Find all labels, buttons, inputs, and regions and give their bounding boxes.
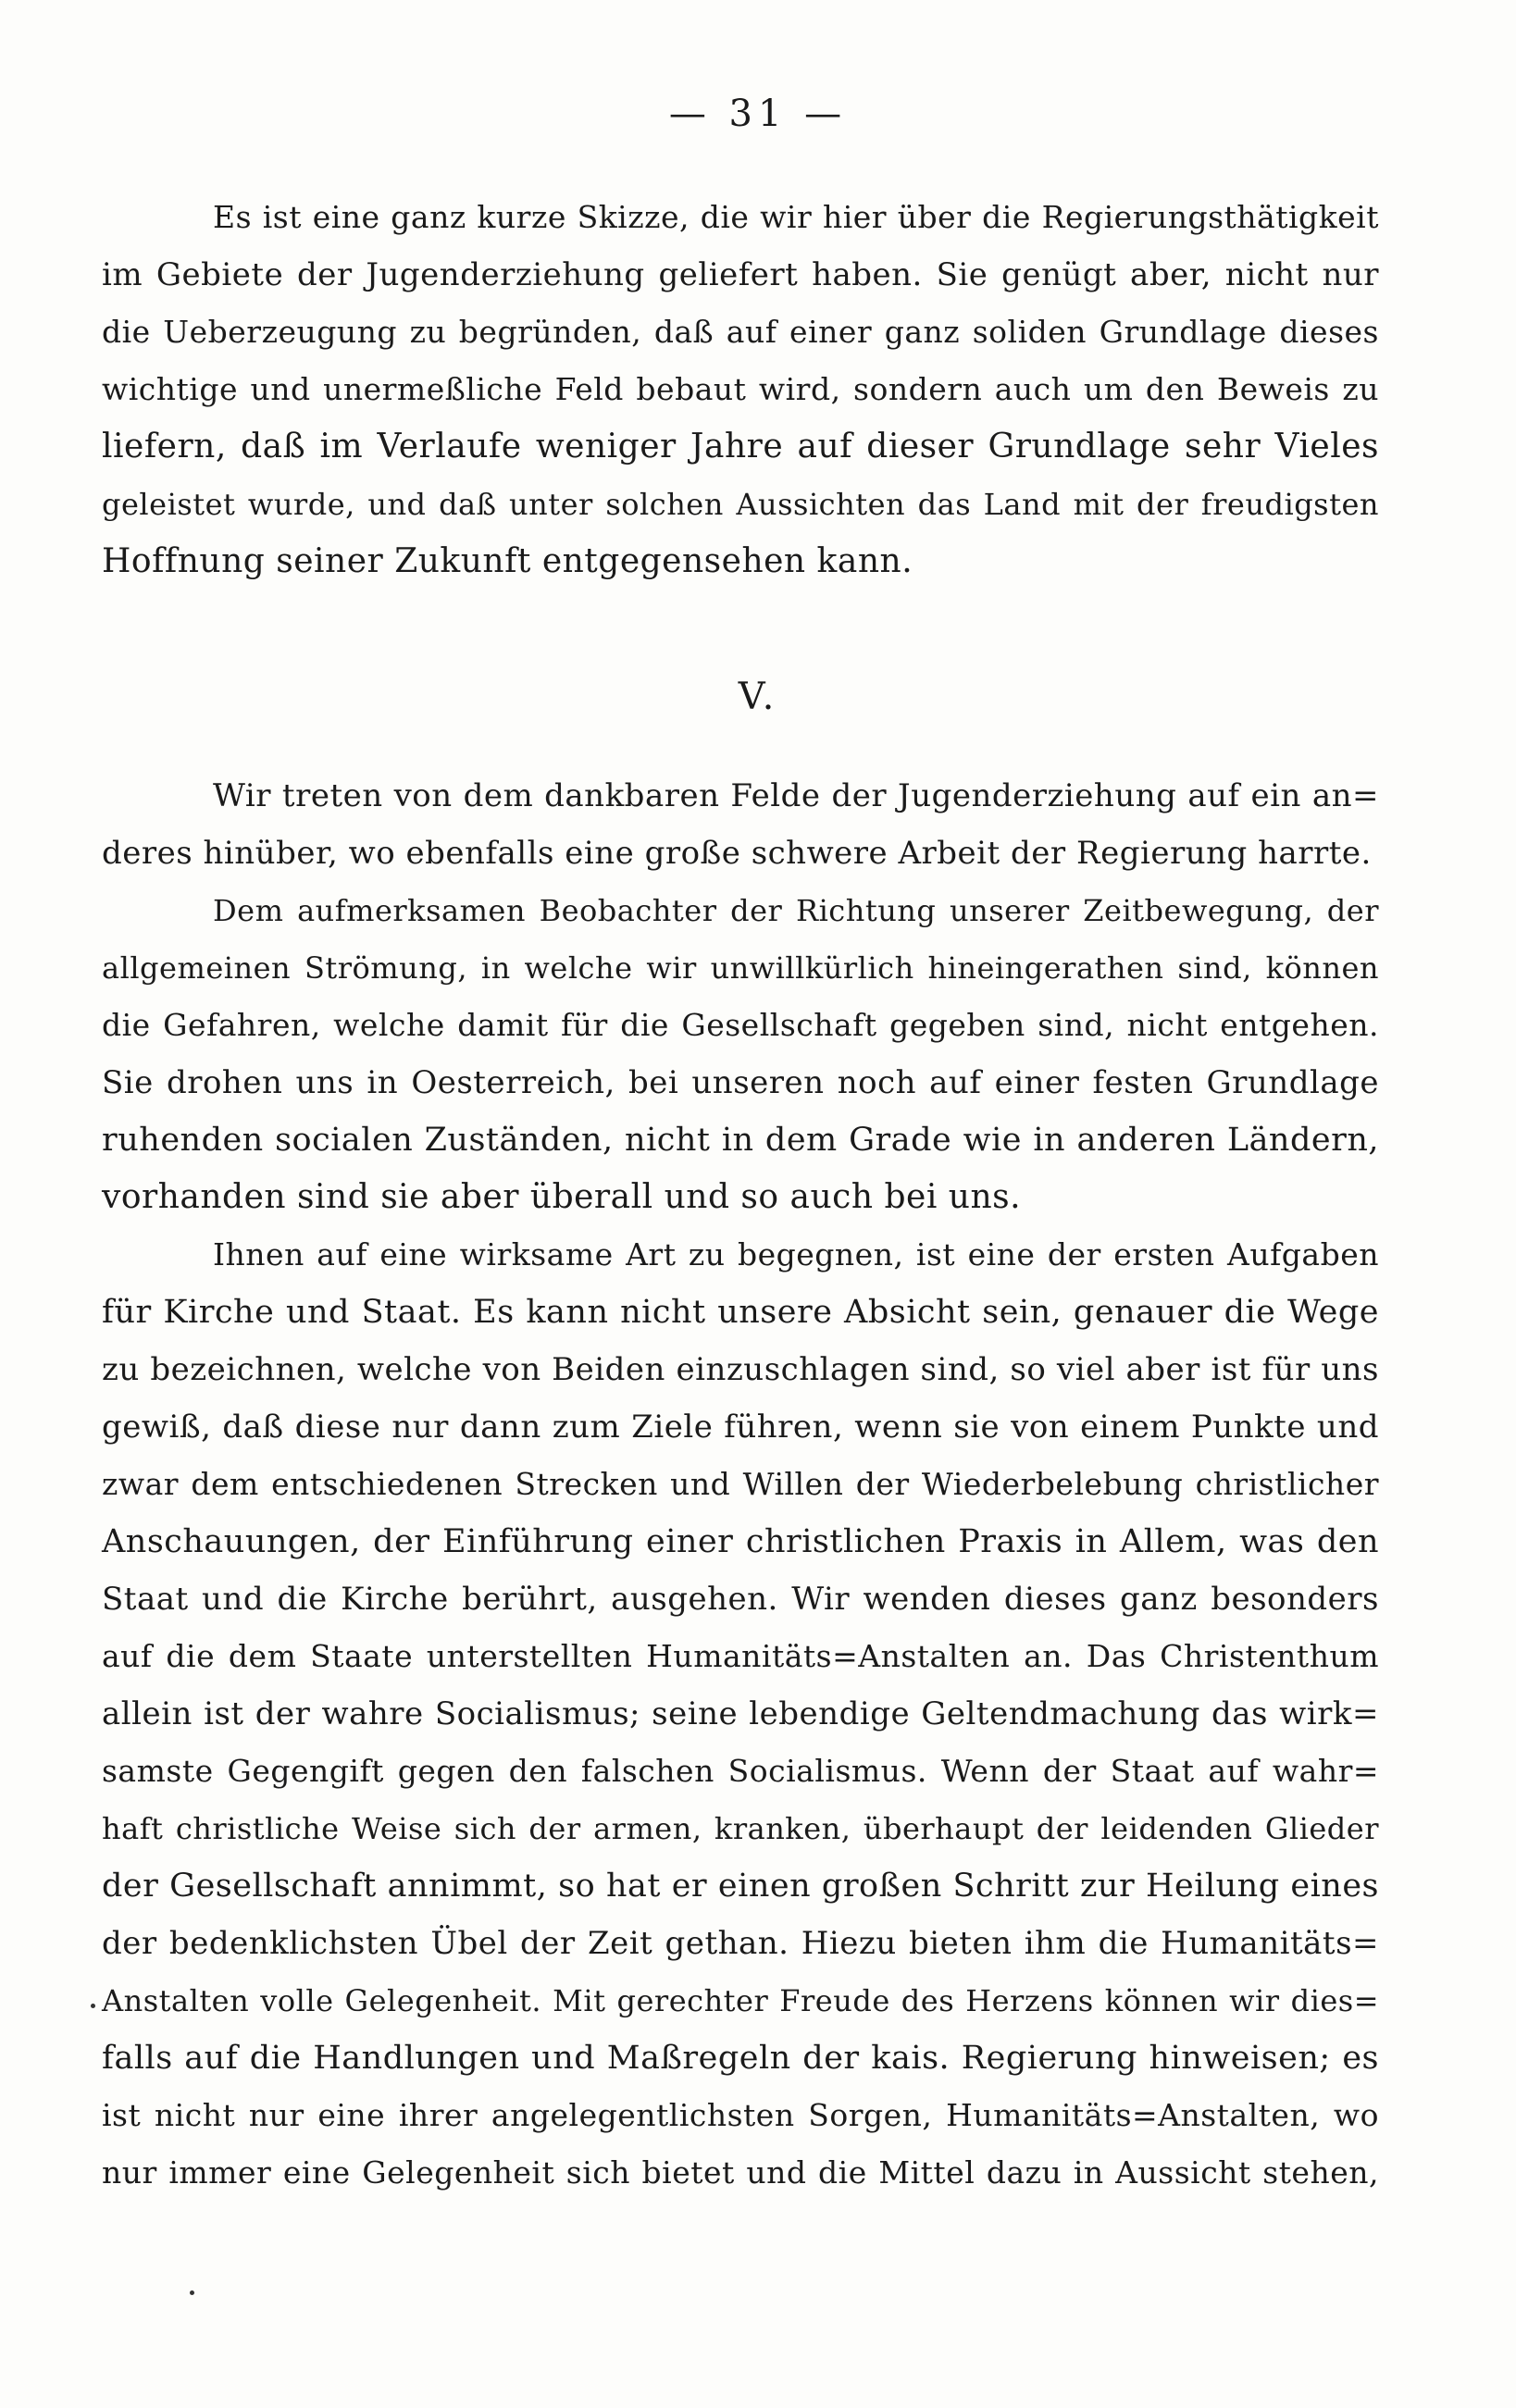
text-line: geleistet wurde, und daß unter solchen Aussichten das Land mit der freudigsten (102, 487, 1379, 522)
text-line: die Gefahren, welche damit für die Gesellschaft gegeben sind, nicht entgehen. (102, 1007, 1379, 1043)
text-line: Anschauungen, der Einführung einer christlichen Praxis in Allem, was den (102, 1523, 1379, 1560)
scan-speck (91, 2004, 95, 2008)
text-line: Anstalten volle Gelegenheit. Mit gerechter Freude des Herzens können wir dies= (102, 1983, 1379, 2018)
text-line: wichtige und unermeßliche Feld bebaut wird, sondern auch um den Beweis zu (102, 371, 1379, 407)
text-line: allgemeinen Strömung, in welche wir unwillkürlich hineingerathen sind, können (102, 950, 1379, 986)
text-line: zu bezeichnen, welche von Beiden einzuschlagen sind, so viel aber ist für uns (102, 1351, 1379, 1388)
text-line: Ihnen auf eine wirksame Art zu begegnen, ist eine der ersten Aufgaben (213, 1236, 1379, 1272)
text-line: im Gebiete der Jugenderziehung geliefert haben. Sie genügt aber, nicht nur (102, 256, 1379, 293)
text-line: zwar dem entschiedenen Strecken und Willen der Wiederbelebung christlicher (102, 1466, 1379, 1502)
scan-speck (190, 2290, 194, 2295)
text-line: falls auf die Handlungen und Maßregeln der kais. Regierung hinweisen; es (102, 2040, 1379, 2077)
text-line: Es ist eine ganz kurze Skizze, die wir hier über die Regierungsthätigkeit (213, 199, 1379, 235)
text-line: Sie drohen uns in Oesterreich, bei unseren noch auf einer festen Grundlage (102, 1064, 1379, 1101)
text-line: liefern, daß im Verlaufe weniger Jahre auf dieser Grundlage sehr Vieles (102, 428, 1379, 465)
page-number: — 31 — (668, 93, 848, 135)
text-line: für Kirche und Staat. Es kann nicht unsere Absicht sein, genauer die Wege (102, 1294, 1379, 1331)
text-line: vorhanden sind sie aber überall und so auch bei uns. (102, 1178, 1022, 1216)
text-line: deres hinüber, wo ebenfalls eine große schwere Arbeit der Regierung harrte. (102, 835, 1372, 872)
text-line: Staat und die Kirche berührt, ausgehen. Wir wenden dieses ganz besonders (102, 1581, 1379, 1618)
text-line: Dem aufmerksamen Beobachter der Richtung unserer Zeitbewegung, der (213, 893, 1379, 928)
text-line: Hoffnung seiner Zukunft entgegensehen kann. (102, 542, 913, 580)
text-line: ist nicht nur eine ihrer angelegentlichsten Sorgen, Humanitäts=Anstalten, wo (102, 2097, 1379, 2133)
text-line: der Gesellschaft annimmt, so hat er einen großen Schritt zur Heilung eines (102, 1868, 1379, 1905)
text-line: Wir treten von dem dankbaren Felde der Jugenderziehung auf ein an= (213, 777, 1379, 814)
text-line: haft christliche Weise sich der armen, kranken, überhaupt der leidenden Glieder (102, 1811, 1379, 1846)
text-line: auf die dem Staate unterstellten Humanitäts=Anstalten an. Das Christenthum (102, 1638, 1379, 1674)
text-line: samste Gegengift gegen den falschen Socialismus. Wenn der Staat auf wahr= (102, 1753, 1379, 1789)
text-line: die Ueberzeugung zu begründen, daß auf einer ganz soliden Grundlage dieses (102, 314, 1379, 350)
text-line: allein ist der wahre Socialismus; seine lebendige Geltendmachung das wirk= (102, 1695, 1379, 1732)
text-line: ruhenden socialen Zuständen, nicht in dem Grade wie in anderen Ländern, (102, 1122, 1379, 1159)
section-heading: V. (738, 676, 778, 718)
text-line: nur immer eine Gelegenheit sich bietet und die Mittel dazu in Aussicht stehen, (102, 2154, 1379, 2191)
text-line: gewiß, daß diese nur dann zum Ziele führen, wenn sie von einem Punkte und (102, 1409, 1379, 1446)
text-line: der bedenklichsten Übel der Zeit gethan. Hiezu bieten ihm die Humanitäts= (102, 1925, 1379, 1962)
